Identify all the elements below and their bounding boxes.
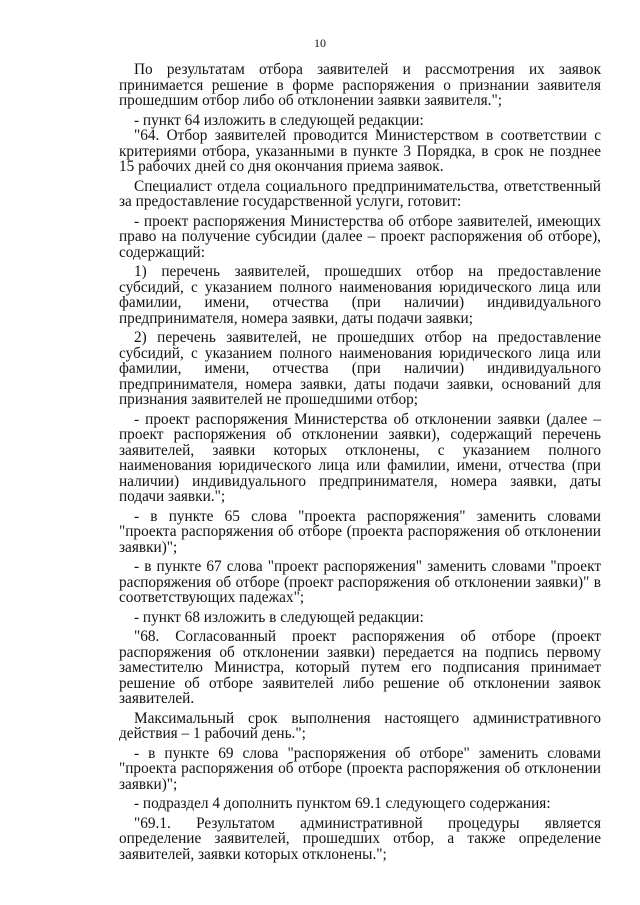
paragraph: "68. Согласованный проект распоряжения об отборе (проект распоряжения об отклонении заявки) передается на подпись первому заместителю Министра, который путем его подписания принимает решение об отборе заявителей либо решение об отклонении заявок заявителей. [119,628,601,707]
paragraph: 2) перечень заявителей, не прошедших отбор на предоставление субсидий, с указанием полного наименования юридического лица или фамилии, имени, отчества (при наличии) индивидуального предпринимателя, номера заявки, даты подачи заявки, оснований для признания заявителей не прошедшими отбор; [119,329,601,408]
paragraph: По результатам отбора заявителей и рассмотрения их заявок принимается решение в форме распоряжения о признании заявителя прошедшим отбор либо об отклонении заявки заявителя."; [119,61,601,109]
paragraph: Максимальный срок выполнения настоящего административного действия – 1 рабочий день."; [119,709,601,742]
document-body [119,62,601,862]
paragraph: - пункт 68 изложить в следующей редакции: [134,608,424,626]
paragraph: "64. Отбор заявителей проводится Министерством в соответствии с критериями отбора, указанными в пункте 3 Порядка, в срок не позднее 15 рабочих дней со дня окончания приема заявок. [119,127,601,175]
paragraph: - проект распоряжения Министерства об отборе заявителей, имеющих право на получение субсидии (далее – проект распоряжения об отборе), содержащий: [119,212,601,261]
paragraph: - в пункте 69 слова "распоряжения об отборе" заменить словами "проекта распоряжения об отборе (проекта распоряжения об отклонении заявки)"; [119,744,601,793]
paragraph: - пункт 64 изложить в следующей редакции: [134,111,424,129]
paragraph: - проект распоряжения Министерства об отклонении заявки (далее – проект распоряжения об отклонении заявки), содержащий перечень заявителей, заявки которых отклонены, с указанием полного наименования юридического лица или фамилии, имени, отчества (при наличии) индивидуального предпринимателя, номера заявки, даты подачи заявки."; [119,410,601,505]
paragraph: 1) перечень заявителей, прошедших отбор на предоставление субсидий, с указанием полного наименования юридического лица или фамилии, имени, отчества (при наличии) индивидуального предпринимателя, номера заявки, даты подачи заявки; [119,263,601,327]
page-number: 10 [314,36,326,50]
paragraph: - подраздел 4 дополнить пунктом 69.1 следующего содержания: [134,795,551,812]
paragraph: Специалист отдела социального предпринимательства, ответственный за предоставление государственной услуги, готовит: [119,177,601,210]
paragraph: "69.1. Результатом административной процедуры является определение заявителей, прошедших отбор, а также определение заявителей, заявки которых отклонены."; [119,814,601,863]
paragraph: - в пункте 67 слова "проект распоряжения" заменить словами "проект распоряжения об отборе (проект распоряжения об отклонении заявки)" в соответствующих падежах"; [119,558,601,606]
paragraph: - в пункте 65 слова "проекта распоряжения" заменить словами "проекта распоряжения об отборе (проекта распоряжения об отклонении заявки)"; [119,507,601,556]
